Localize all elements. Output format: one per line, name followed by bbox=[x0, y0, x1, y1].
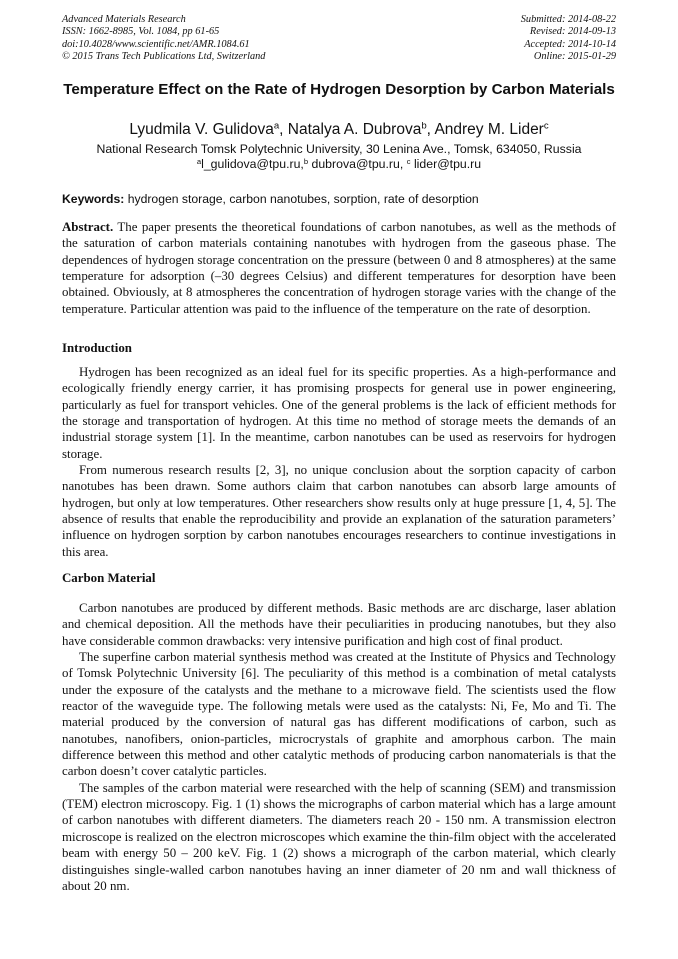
email-mark: c bbox=[406, 156, 411, 166]
author-name: Natalya A. Dubrova bbox=[287, 121, 422, 138]
author-mark: a bbox=[273, 120, 280, 132]
keywords-text: hydrogen storage, carbon nanotubes, sorption, rate of desorption bbox=[127, 192, 479, 206]
online-date: Online: 2015-01-29 bbox=[533, 50, 616, 62]
affiliation: National Research Tomsk Polytechnic University, 30 Lenina Ave., Tomsk, 634050, Russia bbox=[96, 142, 582, 156]
journal-issn: ISSN: 1662-8985, Vol. 1084, pp 61-65 bbox=[62, 26, 220, 38]
abstract bbox=[62, 219, 616, 317]
email-address: l_gulidova@tpu.ru bbox=[201, 157, 301, 171]
email-address: lider@tpu.ru bbox=[413, 157, 482, 171]
paragraph: From numerous research results [2, 3], no unique conclusion about the sorption capacity of carbon nanotubes has been drawn. Some authors claim that carbon nanotubes can absorb large amounts of hydrogen, but only at low temperatures. Other researchers show results only at huge pressure [1, 4, 5]. The absence of results that enable the reproducibility and provide an explanation of the saturation parameters’ influence on hydrogen sorption by carbon nanotubes encourages researchers to continue investigations in this area. bbox=[62, 463, 616, 559]
keywords-label: Keywords: bbox=[62, 192, 125, 206]
journal-info bbox=[62, 14, 265, 63]
author-mark: c bbox=[543, 120, 549, 132]
paragraph: Hydrogen has been recognized as an ideal fuel for its specific properties. As a high-performance and ecologically friendly energy carrier, it has promising prospects for general use in power engineering, particularly as fuel for transport vehicles. One of the general problems is the lack of efficient methods for the storage and transportation of hydrogen. At this time no method of storage meets the demands of an industrial storage system [1]. In the meantime, carbon nanotubes can be used as reservoirs for hydrogen storage. bbox=[62, 365, 616, 461]
journal-copyright: © 2015 Trans Tech Publications Ltd, Switzerland bbox=[62, 50, 266, 62]
author-name: Andrey M. Lider bbox=[434, 121, 544, 138]
email-address: dubrova@tpu.ru bbox=[311, 157, 400, 171]
paragraph: The samples of the carbon material were researched with the help of scanning (SEM) and transmission (TEM) electron microscopy. Fig. 1 (1) shows the micrographs of carbon material which has a large amount of carbon nanotubes with different diameters. The diameters reach 20 - 150 nm. A transmission electron microscope is realized on the electron microscopes which examine the thin-film object with the accelerated beam with energy 50 – 200 keV. Fig. 1 (2) shows a micrograph of the carbon material, which clearly distinguishes single-walled carbon nanotubes having an inner diameter of 20 nm and wall thickness of about 20 nm. bbox=[62, 780, 616, 893]
carbon-material-body bbox=[62, 600, 616, 894]
journal-name: Advanced Materials Research bbox=[62, 14, 186, 25]
keywords bbox=[62, 192, 616, 207]
email-mark: b bbox=[303, 156, 309, 166]
author-name: Lyudmila V. Gulidova bbox=[129, 121, 274, 138]
introduction-body bbox=[62, 364, 616, 560]
journal-doi: doi:10.4028/www.scientific.net/AMR.1084.61 bbox=[62, 38, 250, 50]
author-list: Lyudmila V. Gulidova$^a$, Natalya A. Dubrova$^b$, Andrey M. Lider$^c$ bbox=[129, 120, 549, 138]
paper-title: Temperature Effect on the Rate of Hydrogen Desorption by Carbon Materials bbox=[63, 81, 615, 98]
publication-dates bbox=[521, 14, 616, 63]
paragraph: Carbon nanotubes are produced by different methods. Basic methods are arc discharge, laser ablation and chemical deposition. All the methods have their peculiarities in producing nanotubes, but they also have considerable common drawbacks: very intensive purification and high cost of final product. bbox=[62, 601, 616, 648]
abstract-text: The paper presents the theoretical foundations of carbon nanotubes, as well as the methods of the saturation of carbon materials containing nanotubes with hydrogen from the gaseous phase. The dependences of hydrogen storage concentration on the pressure (between 0 and 8 atmospheres) at the same temperature for adsorption (–30 degrees Celsius) and different temperatures for desorption have been obtained. Obviously, at 8 atmospheres the concentration of hydrogen storage varies with the change of the temperature. Particular attention was paid to the influence of the temperature on the rate of desorption. bbox=[62, 220, 616, 316]
section-heading-carbon-material: Carbon Material bbox=[62, 571, 156, 585]
paragraph: The superfine carbon material synthesis method was created at the Institute of Physics and Technology of Tomsk Polytechnic University [6]. The peculiarity of this method is a combination of metal catalysts under the exposure of the catalysts and the methane to a microwave field. The scientists used the flow reactor of the waveguide type. The following metals were used as the catalysts: Ni, Fe, Mo and Ti. The material produced by the conversion of natural gas has different modifications of carbon, such as nanotubes, nanofibers, onion-particles, microcrystals of graphite and amorphous carbon. The main difference between this method and other catalytic methods of producing carbon nanomaterials is that the carbon doesn’t cover catalytic particles. bbox=[62, 650, 616, 779]
author-emails: $^a$l_gulidova@tpu.ru,$^b$ dubrova@tpu.ru, $^c$ lider@tpu.ru bbox=[196, 156, 482, 171]
section-heading-introduction: Introduction bbox=[62, 341, 132, 355]
revised-date: Revised: 2014-09-13 bbox=[529, 26, 616, 38]
author-mark: b bbox=[421, 120, 427, 132]
abstract-label: Abstract. bbox=[62, 220, 114, 234]
submitted-date: Submitted: 2014-08-22 bbox=[520, 14, 616, 25]
accepted-date: Accepted: 2014-10-14 bbox=[524, 38, 616, 50]
email-mark: a bbox=[196, 156, 202, 166]
